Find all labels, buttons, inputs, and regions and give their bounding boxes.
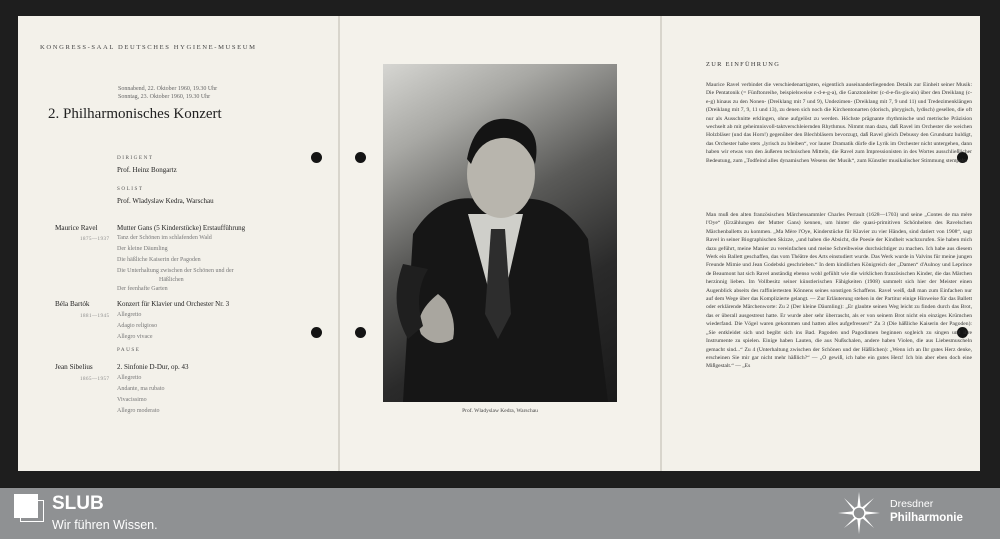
dresdner-philharmonie-logo-icon bbox=[836, 490, 882, 536]
movement-item: Adagio religioso bbox=[117, 323, 158, 329]
dresdner-philharmonie-line2: Philharmonie bbox=[890, 512, 963, 524]
introduction-paragraph: Maurice Ravel verbindet die verschiedenartigsten, eigentlich auseinanderliegenden Details zur Einheit seiner Musik: Die Pentatonik (= Fünftonreihe, beispielsweise c-d-e-g-a), die Ganztonleiter (c-d-e-fis-gis-ais) über den Dreiklang (c-e-g) hinaus zu den Nonen- (Dreiklang mit 7 und 9), Undezimen- (Dreiklang mit 7, 9 und 11) und Tredezimenklängen (Dreiklang mit 7, 9, 11 und 13), zu denen sich noch die Kirchentonarten (dorisch, phrygisch, lydisch) gesellen, die oft nur als Ausschnitte erklingen, ohne aufgelöst zu werden. Höchste prägnante rhythmische und metrische Präzision wechselt ab mit geheimnisvoll-taktverschleiernden Rhythmus. Nimmt man dazu, daß Ravel im Orchester die weichen Holzbläser (und das Horn!) gegenüber den Blechbläsern bevorzugt, daß Ravel gleich Debussy den Grundsatz huldigt, das Orchester habe stets „lyrisch zu bleiben“, vor lauter Dramatik dürfe die Lyrik im Orchester nicht untergehen, dann haben wir etwas von den äußeren technischen Mitteln, die Ravel zum Impressionisten in des Wortes ausschließlicher Bedeutung, zum „Todfeind alles dynamischen Wesens der Musik“, zum Künstler musikalischer Stimmung stempeln. bbox=[706, 82, 972, 164]
movement-item: Die Unterhaltung zwischen der Schönen und der bbox=[117, 268, 234, 274]
slub-logo-outline-icon bbox=[20, 500, 44, 522]
venue-heading: KONGRESS-SAAL DEUTSCHES HYGIENE-MUSEUM bbox=[40, 44, 257, 51]
intermission-label: PAUSE bbox=[117, 347, 141, 353]
movement-item: Tanz der Schönen im schlafenden Wald bbox=[117, 235, 212, 241]
slub-logo-text: SLUB bbox=[52, 493, 104, 514]
conductor-label: DIRIGENT bbox=[117, 155, 154, 161]
composer-years: 1881—1945 bbox=[80, 314, 110, 319]
conductor-name: Prof. Heinz Bongartz bbox=[117, 166, 177, 174]
movement-item: Allegro moderato bbox=[117, 408, 160, 414]
photo-caption: Prof. Wladyslaw Kedra, Warschau bbox=[462, 408, 538, 414]
punch-hole bbox=[311, 152, 322, 163]
composer-name: Béla Bartók bbox=[55, 300, 90, 308]
movement-item: Vivacissimo bbox=[117, 397, 147, 403]
movement-item: Allegretto bbox=[117, 375, 142, 381]
punch-hole bbox=[355, 152, 366, 163]
work-title: 2. Sinfonie D-Dur, op. 43 bbox=[117, 363, 189, 371]
concert-title: 2. Philharmonisches Konzert bbox=[48, 106, 222, 122]
movement-item: Die häßliche Kaiserin der Pagoden bbox=[117, 257, 201, 263]
concert-date: Sonnabend, 22. Oktober 1960, 19.30 Uhr bbox=[118, 86, 218, 92]
soloist-label: SOLIST bbox=[117, 186, 144, 192]
slub-tagline: Wir führen Wissen. bbox=[52, 518, 158, 532]
movement-item: Allegretto bbox=[117, 312, 142, 318]
work-title: Mutter Gans (5 Kinderstücke) Erstaufführung bbox=[117, 224, 246, 232]
movement-item: Der kleine Däumling bbox=[117, 246, 168, 252]
work-title: Konzert für Klavier und Orchester Nr. 3 bbox=[117, 300, 230, 308]
program-page bbox=[18, 16, 338, 471]
composer-name: Jean Sibelius bbox=[55, 363, 93, 371]
composer-name: Maurice Ravel bbox=[55, 224, 98, 232]
movement-item: Der feenhafte Garten bbox=[117, 286, 168, 292]
concert-date: Sonntag, 23. Oktober 1960, 19.30 Uhr bbox=[118, 94, 211, 100]
portrait-illustration bbox=[383, 64, 617, 402]
dresdner-philharmonie-line1: Dresdner bbox=[890, 498, 934, 510]
movement-item: Andante, ma rubato bbox=[117, 386, 165, 392]
page-fold bbox=[338, 16, 340, 471]
punch-hole bbox=[311, 327, 322, 338]
composer-years: 1875—1937 bbox=[80, 237, 110, 242]
movement-item: Allegro vivace bbox=[117, 334, 153, 340]
punch-hole bbox=[355, 327, 366, 338]
introduction-paragraph: Man muß den alten französischen Märchensammler Charles Perrault (1628—1703) und seine „Contes de ma mère l'Oye“ (Erzählungen der Mutter Gans) kennen, um hinter die quasi-primitiven Schönheiten des Ravelschen Märchenballetts zu kommen. „Ma Mère l'Oye, Kinderstücke für Klavier zu vier Händen, sind datiert von 1908“, sagt Ravel in seiner Biographischen Skizze, „und haben die Absicht, die Poesie der Kindheit wachzurufen. Sie haben mich dazu geführt, meine Manier zu vereinfachen und meine Schreibweise durchsichtiger zu machen. Ich habe aus diesem Werk ein Ballett geschaffen, das vom Théâtre des Arts einstudiert wurde. Das Werk wurde in Valvins für meine jungen Freunde Mimie und Jean Godebski geschrieben.“ In dem kindlichen Königreich der „Damen“ d'Aulnoy und Leprince de Beaumont hat sich Ravel anständig ebenso wohl gefühlt wie die wirklichen französischen Kinder, die das Märchen herzinnig lieben. Im Vollbesitz seiner künstlerischen Fähigkeiten (1908) sammelt sich hier der Meister einen Augenblick abseits des raffiniertesten Könnens seines sonstigen Schaffens. Ravel weiß, daß man zum Einfachen nur auf dem Wege über das Komplizierte gelangt. — Zur Erläuterung stehen in der Partitur einige Hinweise für das Ballett oder erklärende Märchenworte: Zu 2 (Der kleine Däumling): „Er glaubte seinen Weg leicht zu finden durch das Brot, das er überall ausgestreut hatte. Er wurde aber sehr überrascht, als er von seinem Brot nicht ein einziges Krümchen wiederfand. Die Vögel waren gekommen und hatten alles aufgefressen!“ Zu 3 (Die häßliche Kaiserin der Pagoden): „Sie entkleidet sich und begibt sich ins Bad. Pagoden und Pagodinnen beginnen sogleich zu singen und ihre Instrumente zu spielen. Einige haben Lauten, die aus Nußschalen, andere haben Violen, die aus Liebesmuscheln gemacht sind...“ Zu 4 (Unterhaltung zwischen der Schönen und der Häßlichen): „Wenn ich an Ihr gutes Herz denke, erscheinen Sie mir gar nicht mehr häßlich?“ — „O gewiß, ich habe ein gutes Herz! Ich bin aber eben doch eine Mißgestalt.“ — „Es bbox=[706, 212, 972, 370]
introduction-heading: ZUR EINFÜHRUNG bbox=[706, 61, 781, 68]
page-fold bbox=[660, 16, 662, 471]
composer-years: 1865—1957 bbox=[80, 377, 110, 382]
soloist-portrait-photo bbox=[383, 64, 617, 402]
soloist-name: Prof. Wladyslaw Kedra, Warschau bbox=[117, 197, 214, 205]
movement-item: Häßlichen bbox=[159, 277, 184, 283]
